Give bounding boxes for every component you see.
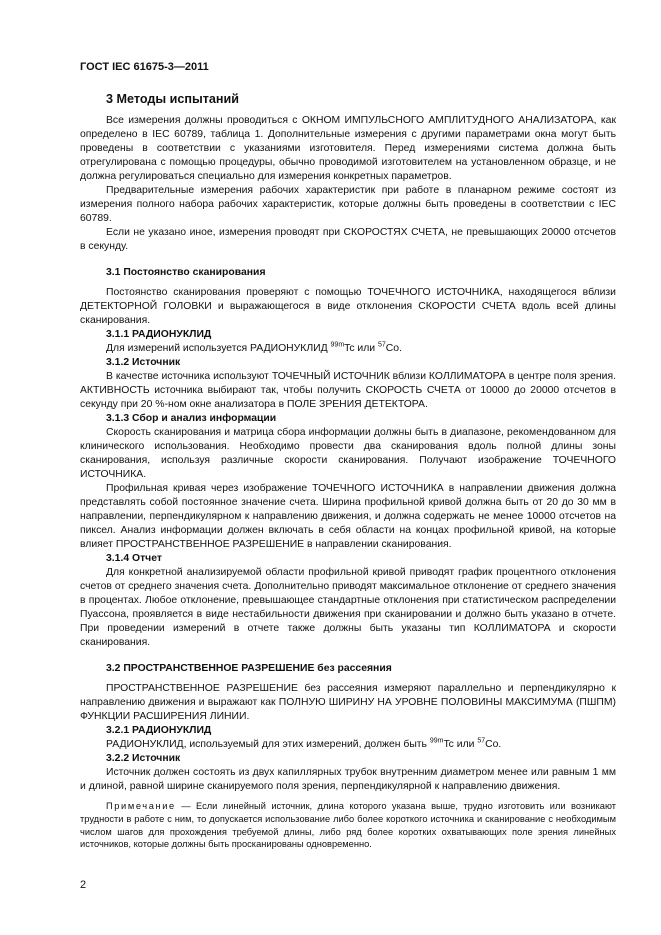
section-3-1-1-text: Для измерений используется РАДИОНУКЛИД $^{99m}$Tc или $^{57}$Co. — [106, 341, 402, 354]
section-3-1-2-title: 3.1.2 Источник — [106, 357, 181, 368]
section-3-1-title: 3.1 Постоянство сканирования — [106, 267, 266, 278]
section-3-1-1-title: 3.1.1 РАДИОНУКЛИД — [106, 329, 212, 340]
note-text: — Если линейный источник, длина которого указана выше, трудно изготовить или возникают трудности в работе с ним, то допускается использование либо более короткого источника и сканирование с необходимым числом шагов для прохождения требуемой длины, либо ряд более коротких охватывающих поле зрения линейных источников, которые должны быть просканированы одновременно. — [80, 801, 616, 850]
section-3-1-paragraph: Постоянство сканирования проверяют с помощью ТОЧЕЧНОГО ИСТОЧНИКА, находящегося вблизи ДЕТЕКТОРНОЙ ГОЛОВКИ и выражающегося в виде отклонения СКОРОСТИ СЧЕТА вдоль всей длины сканирования. — [80, 287, 616, 326]
note-label: Примечание — [106, 801, 176, 811]
section-3-1-3-paragraph-1: Скорость сканирования и матрица сбора информации должны быть в диапазоне, рекомендованном для клинического использования. Необходимо провести два сканирования вдоль полной длины зоны сканирования, используя различные скорости сканирования. Получают изображение ТОЧЕЧНОГО ИСТОЧНИКА. — [80, 427, 616, 480]
document-header: ГОСТ IEC 61675-3—2011 — [80, 61, 209, 73]
document-body — [80, 91, 616, 851]
section-3-2-2-text: Источник должен состоять из двух капиллярных трубок внутренним диаметром менее или равным 1 мм и длиной, равной ширине сканируемого поля зрения, перпендикулярной к направлению движения. — [80, 767, 616, 792]
note — [80, 800, 616, 851]
section-3-paragraph-3: Если не указано иное, измерения проводят при СКОРОСТЯХ СЧЕТА, не превышающих 20000 отсчетов в секунду. — [80, 227, 616, 252]
section-3-2-1-title: 3.2.1 РАДИОНУКЛИД — [106, 725, 212, 736]
section-3-title: 3 Методы испытаний — [106, 92, 239, 106]
page-number: 2 — [80, 879, 87, 891]
section-3-paragraph-1: Все измерения должны проводиться с ОКНОМ ИМПУЛЬСНОГО АМПЛИТУДНОГО АНАЛИЗАТОРА, как определено в IEC 60789, таблица 1. Дополнительные измерения с другими параметрами окна могут быть проведены в соответствии с указаниями изготовителя. Перед измерениями система должна быть отрегулирована с помощью процедуры, обычно проводимой изготовителем на установленном образце, и не должна регулироваться специально для измерения конкретных параметров. — [80, 115, 616, 182]
section-3-1-4-text: Для конкретной анализируемой области профильной кривой приводят график процентного отклонения счетов от среднего значения счета. Дополнительно приводят максимальное отклонение от среднего значения в процентах. Любое отклонение, превышающее стандартные отклонения при статистическом распределении Пуассона, проявляется в виде нестабильности движения при сканировании и должно быть указано в отчете. При проведении измерений в отчете также должны быть указаны тип КОЛЛИМАТОРА и скорости сканирования. — [80, 567, 616, 648]
section-3-2-title: 3.2 ПРОСТРАНСТВЕННОЕ РАЗРЕШЕНИЕ без рассеяния — [106, 663, 392, 674]
section-3-1-4-title: 3.1.4 Отчет — [106, 553, 162, 564]
section-3-1-2-text: В качестве источника используют ТОЧЕЧНЫЙ ИСТОЧНИК вблизи КОЛЛИМАТОРА в центре поля зрения. АКТИВНОСТЬ источника выбирают так, чтобы получить СКОРОСТЬ СЧЕТА от 10000 до 20000 отсчетов в секунду при 20 %-ном окне анализатора в ПОЛЕ ЗРЕНИЯ ДЕТЕКТОРА. — [80, 371, 616, 410]
section-3-1-3-title: 3.1.3 Сбор и анализ информации — [106, 413, 277, 424]
section-3-paragraph-2: Предварительные измерения рабочих характеристик при работе в планарном режиме состоят из измерения полного набора рабочих характеристик, которые должны быть проведены в соответствии с IEC 60789. — [80, 185, 616, 224]
section-3-2-2-title: 3.2.2 Источник — [106, 753, 181, 764]
section-3-2-paragraph: ПРОСТРАНСТВЕННОЕ РАЗРЕШЕНИЕ без рассеяния измеряют параллельно и перпендикулярно к направлению движения и выражают как ПОЛНУЮ ШИРИНУ НА УРОВНЕ ПОЛОВИНЫ МАКСИМУМА (ПШПМ) ФУНКЦИИ РАСШИРЕНИЯ ЛИНИИ. — [80, 683, 616, 722]
section-3-2-1-text: РАДИОНУКЛИД, используемый для этих измерений, должен быть $^{99m}$Tc или $^{57}$Co. — [106, 737, 502, 750]
section-3-1-3-paragraph-2: Профильная кривая через изображение ТОЧЕЧНОГО ИСТОЧНИКА в направлении движения должна представлять собой постоянное значение счета. Ширина профильной кривой должна быть от 20 до 30 мм в направлении, перпендикулярном к направлению движения, и должна содержать не менее 10000 отсчетов на пиксел. Анализ информации должен включать в себя области на концах профильной кривой, на которые влияет ПРОСТРАНСТВЕННОЕ РАЗРЕШЕНИЕ в направлении сканирования. — [80, 483, 616, 550]
